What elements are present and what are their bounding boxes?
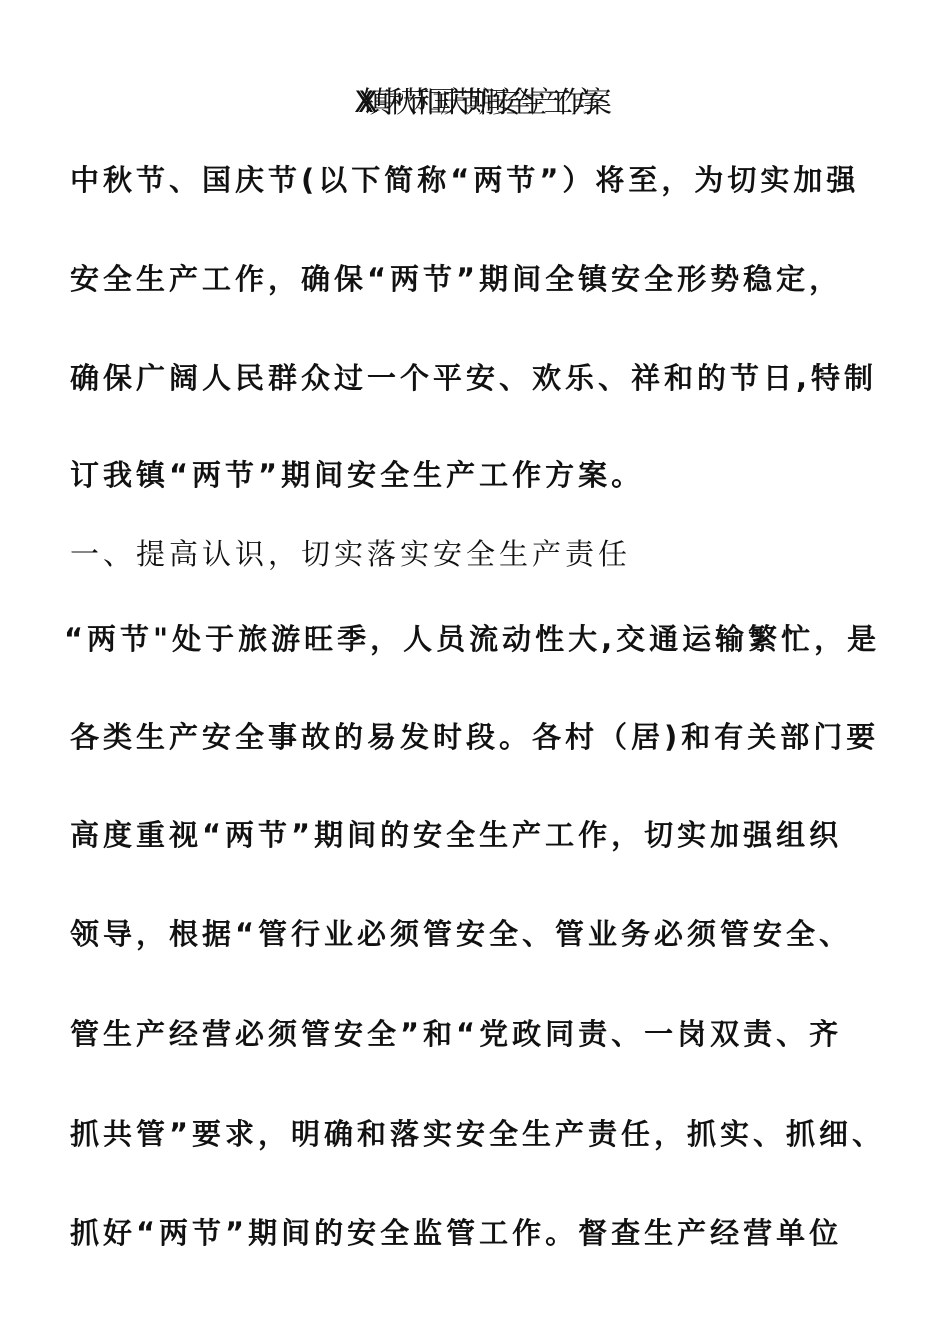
document-title: XX镇中秋节和国庆节期间安全生产工作方案 bbox=[354, 85, 596, 119]
intro-line-1: 中秋节、国庆节(以下简称“两节”）将至，为切实加强 bbox=[70, 163, 860, 197]
section1-line-1: “两节"处于旅游旺季，人员流动性大,交通运输繁忙，是 bbox=[64, 622, 881, 656]
section1-line-6: 抓共管”要求，明确和落实安全生产责任，抓实、抓细、 bbox=[70, 1117, 886, 1151]
intro-line-2: 安全生产工作，确保“两节”期间全镇安全形势稳定， bbox=[70, 262, 843, 296]
section1-line-5: 管生产经营必须管安全”和“党政同责、一岗双责、齐 bbox=[70, 1017, 843, 1051]
section-heading-1: 一、提高认识，切实落实安全生产责任 bbox=[70, 537, 632, 571]
section1-line-3: 高度重视“两节”期间的安全生产工作，切实加强组织 bbox=[70, 818, 843, 852]
section1-line-7: 抓好“两节”期间的安全监管工作。督查生产经营单位 bbox=[70, 1216, 843, 1250]
section1-line-2: 各类生产安全事故的易发时段。各村（居)和有关部门要 bbox=[70, 720, 880, 754]
intro-line-4: 订我镇“两节”期间安全生产工作方案。 bbox=[70, 458, 645, 492]
section1-line-4: 领导，根据“管行业必须管安全、管业务必须管安全、 bbox=[70, 917, 853, 951]
intro-line-3: 确保广阔人民群众过一个平安、欢乐、祥和的节日,特制 bbox=[70, 361, 878, 395]
